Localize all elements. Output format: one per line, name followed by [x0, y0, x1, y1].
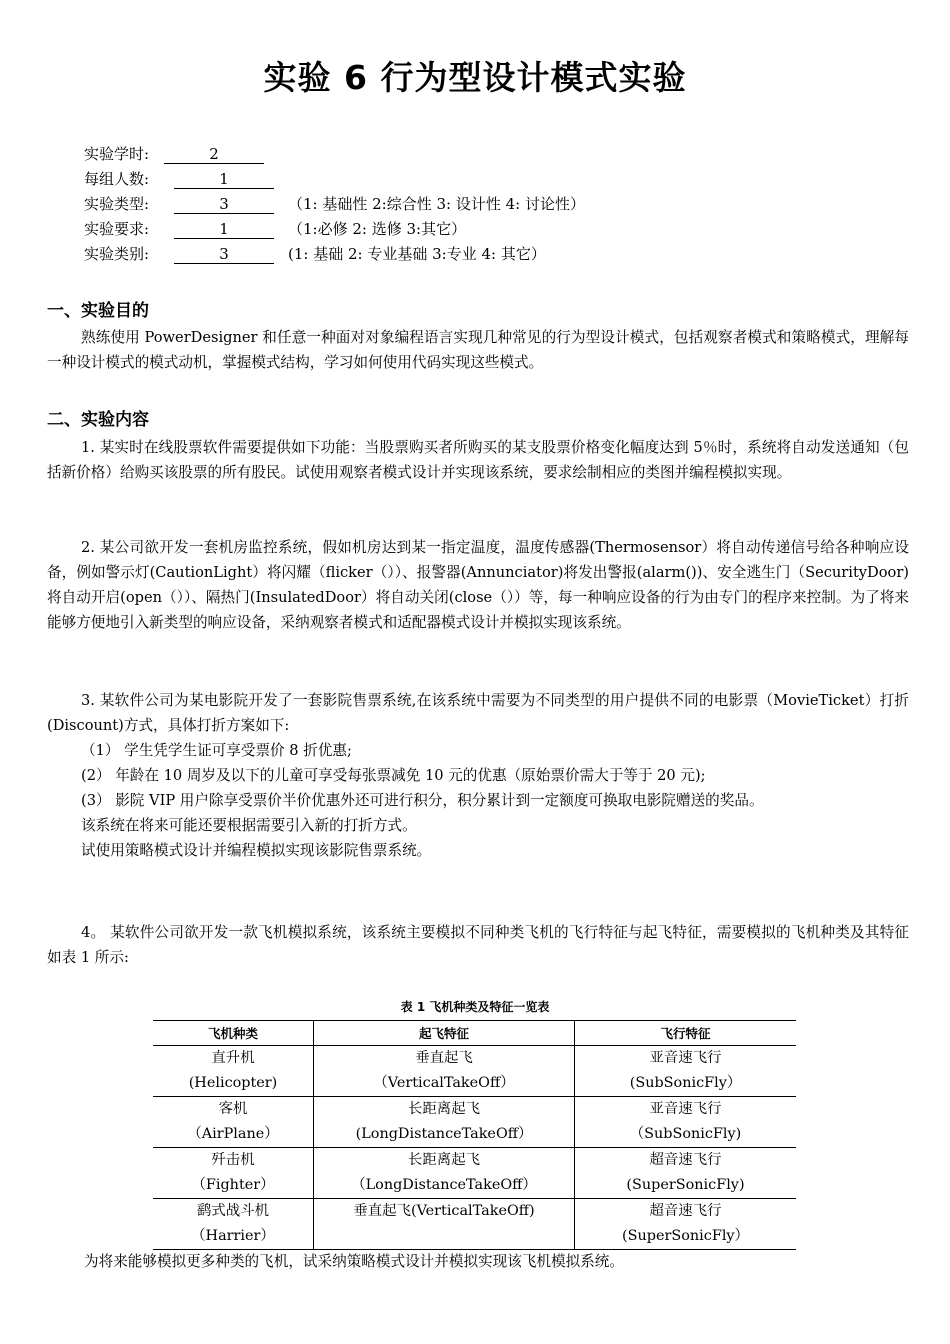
- meta-value: 2: [164, 145, 264, 164]
- list-item: (3） 影院 VIP 用户除享受票价半价优惠外还可进行积分，积分累计到一定额度可换取电影院赠送的奖品。: [81, 792, 764, 809]
- cell-line: 亚音速飞行: [649, 1050, 722, 1066]
- paragraph: 该系统在将来可能还要根据需要引入新的打折方式。: [81, 817, 417, 834]
- table-header-cell: 飞机种类: [153, 1021, 314, 1046]
- table-cell: [153, 1199, 314, 1250]
- cell-line: （LongDistanceTakeOff）: [351, 1177, 537, 1193]
- section-heading-purpose: 一、实验目的: [47, 301, 149, 321]
- cell-line: （SubSonicFly): [629, 1126, 742, 1142]
- table-cell: [575, 1097, 797, 1148]
- cell-line: （Fighter）: [191, 1177, 275, 1193]
- meta-row-category: [84, 242, 585, 267]
- table-row: [153, 1148, 796, 1199]
- cell-line: (SuperSonicFly): [626, 1177, 745, 1193]
- meta-value: 1: [174, 220, 274, 239]
- table-cell: [153, 1097, 314, 1148]
- table-cell: [575, 1046, 797, 1097]
- cell-line: 客机: [218, 1101, 248, 1117]
- meta-label: 实验学时:: [84, 145, 150, 163]
- meta-value: 3: [174, 245, 274, 264]
- cell-line: 长距离起飞: [408, 1101, 480, 1117]
- cell-line: 超音速飞行: [649, 1203, 722, 1219]
- meta-value: 1: [174, 170, 274, 189]
- table-cell: [575, 1148, 797, 1199]
- paragraph: 1. 某实时在线股票软件需要提供如下功能：当股票购买者所购买的某支股票价格变化幅度达到 5％时，系统将自动发送通知（包括新价格）给购买该股票的所有股民。试使用观察者模式设计并实现该系统，要求绘制相应的类图并编程模拟实现。: [47, 439, 909, 481]
- cell-line: （Harrier）: [191, 1228, 275, 1244]
- table-cell: [153, 1148, 314, 1199]
- aircraft-table: [153, 1020, 796, 1250]
- meta-row-type: [84, 192, 585, 217]
- cell-line: (LongDistanceTakeOff）: [355, 1126, 533, 1142]
- meta-label: 实验类别:: [84, 245, 150, 263]
- meta-value: 3: [174, 195, 274, 214]
- meta-note: （1:必修 2: 选修 3:其它）: [288, 220, 467, 238]
- table-caption: 表 1 飞机种类及特征一览表: [400, 1000, 550, 1014]
- content-item-3: [47, 688, 909, 863]
- table-header-row: [153, 1021, 796, 1046]
- table-header-cell: 飞行特征: [575, 1021, 797, 1046]
- table-cell: [153, 1046, 314, 1097]
- cell-line: (SuperSonicFly）: [622, 1228, 749, 1244]
- paragraph: 3. 某软件公司为某电影院开发了一套影院售票系统,在该系统中需要为不同类型的用户提供不同的电影票（MovieTicket）打折(Discount)方式，具体打折方案如下:: [47, 692, 909, 734]
- table-row: [153, 1046, 796, 1097]
- experiment-meta: [84, 142, 585, 267]
- closing-text: 为将来能够模拟更多种类的飞机，试采纳策略模式设计并模拟实现该飞机模拟系统。: [84, 1253, 624, 1270]
- meta-label: 实验要求:: [84, 220, 150, 238]
- section-purpose-text: [47, 325, 909, 375]
- meta-label: 实验类型:: [84, 195, 150, 213]
- cell-line: 垂直起飞(VerticalTakeOff): [353, 1203, 535, 1219]
- list-item: （1） 学生凭学生证可享受票价 8 折优惠;: [81, 742, 352, 759]
- cell-line: 直升机: [211, 1050, 255, 1066]
- list-item: (2） 年龄在 10 周岁及以下的儿童可享受每张票减免 10 元的优惠（原始票价需大于等于 20 元);: [81, 767, 706, 784]
- table-row: [153, 1097, 796, 1148]
- cell-line: 歼击机: [211, 1152, 255, 1168]
- paragraph: 4。 某软件公司欲开发一款飞机模拟系统，该系统主要模拟不同种类飞机的飞行特征与起飞特征，需要模拟的飞机种类及其特征如表 1 所示:: [47, 924, 909, 966]
- table-cell: [575, 1199, 797, 1250]
- cell-line: (Helicopter): [188, 1075, 278, 1091]
- content-item-2: [47, 535, 909, 635]
- table-cell: [314, 1097, 575, 1148]
- table-cell: [314, 1148, 575, 1199]
- cell-line: （VerticalTakeOff）: [373, 1075, 515, 1091]
- table-cell: [314, 1046, 575, 1097]
- cell-line: 长距离起飞: [408, 1152, 480, 1168]
- content-item-1: [47, 435, 909, 485]
- section-heading-content: 二、实验内容: [47, 410, 149, 430]
- meta-note: （1: 基础性 2:综合性 3: 设计性 4: 讨论性）: [288, 195, 585, 213]
- content-item-4: [47, 920, 909, 970]
- meta-row-hours: [84, 142, 585, 167]
- cell-line: 鹞式战斗机: [197, 1203, 269, 1219]
- meta-row-group-size: [84, 167, 585, 192]
- paragraph: 试使用策略模式设计并编程模拟实现该影院售票系统。: [81, 842, 432, 859]
- table-header-cell: 起飞特征: [314, 1021, 575, 1046]
- paragraph: 2. 某公司欲开发一套机房监控系统，假如机房达到某一指定温度，温度传感器(Thermosensor）将自动传递信号给各种响应设备，例如警示灯(CautionLight）将闪耀（flicker（））、报警器(Annunciator)将发出警报(alarm())、安全逃生门（SecurityDoor)将自动开启(open（））、隔热门(InsulatedDoor）将自动关闭(close（））等，每一种响应设备的行为由专门的程序来控制。为了将来能够方便地引入新类型的响应设备，采纳观察者模式和适配器模式设计并模拟实现该系统。: [47, 539, 909, 631]
- cell-line: 亚音速飞行: [649, 1101, 722, 1117]
- meta-note: (1: 基础 2: 专业基础 3:专业 4: 其它）: [288, 245, 546, 263]
- cell-line: （AirPlane）: [187, 1126, 279, 1142]
- table-cell: [314, 1199, 575, 1250]
- meta-row-requirement: [84, 217, 585, 242]
- cell-line: 超音速飞行: [649, 1152, 722, 1168]
- cell-line: (SubSonicFly）: [629, 1075, 742, 1091]
- paragraph: 熟练使用 PowerDesigner 和任意一种面对对象编程语言实现几种常见的行为型设计模式，包括观察者模式和策略模式，理解每一种设计模式的模式动机，掌握模式结构，学习如何使用代码实现这些模式。: [47, 329, 909, 371]
- table-row: [153, 1199, 796, 1250]
- page-title: 实验 6 行为型设计模式实验: [263, 58, 687, 97]
- cell-line: 垂直起飞: [415, 1050, 473, 1066]
- meta-label: 每组人数:: [84, 170, 150, 188]
